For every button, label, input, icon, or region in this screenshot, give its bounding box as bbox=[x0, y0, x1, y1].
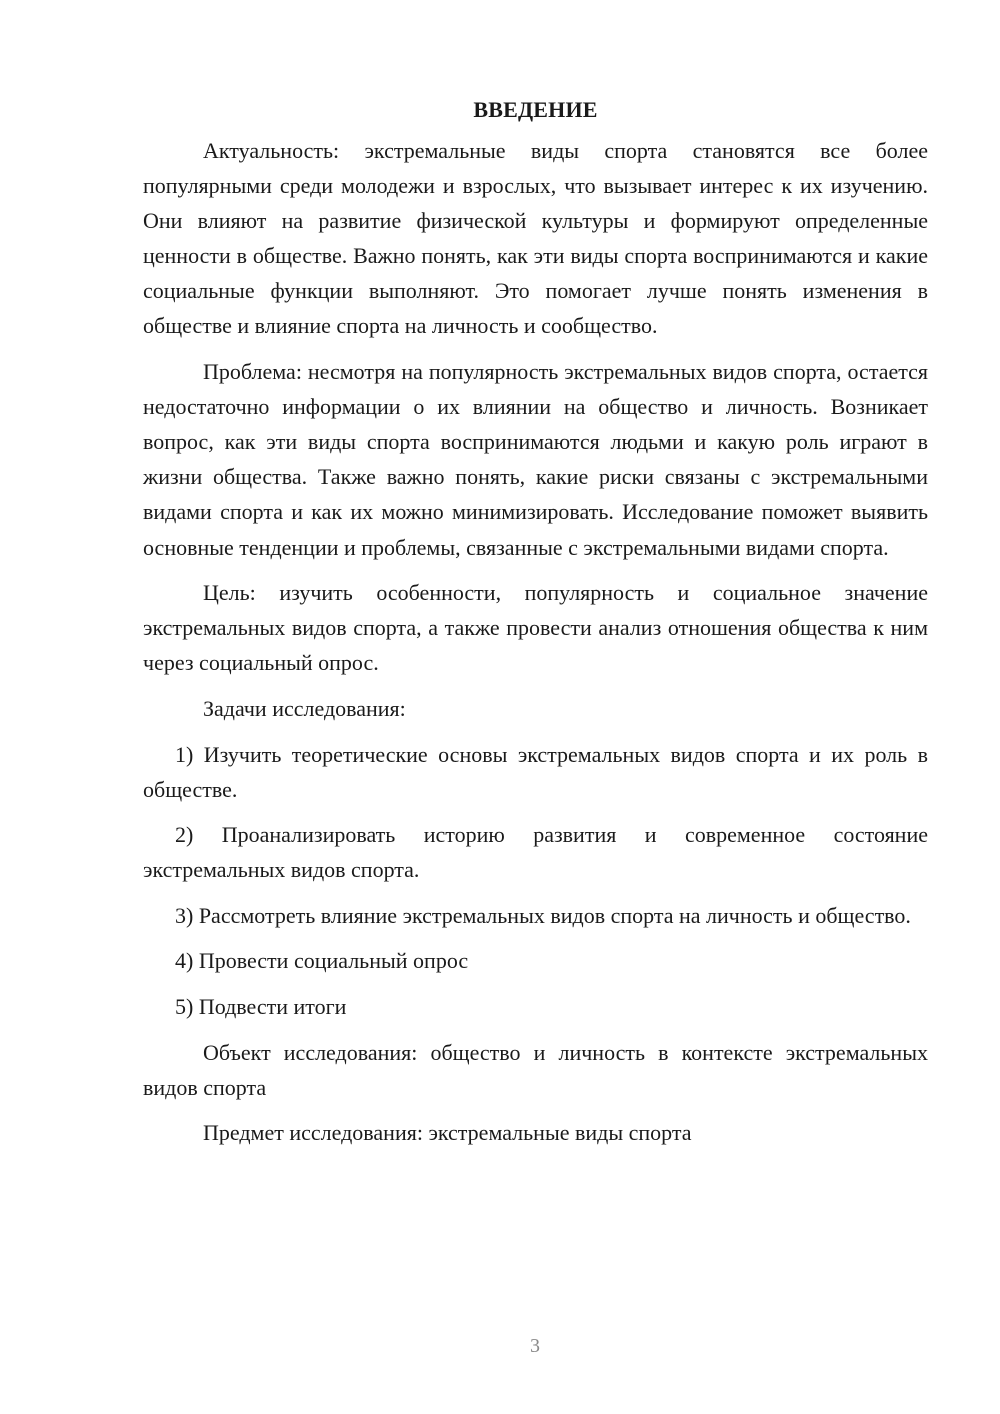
paragraph-object: Объект исследования: общество и личность в контексте экстремальных видов спорта bbox=[143, 1039, 928, 1100]
paragraph-goal: Цель: изучить особенности, популярность и социальное значение экстремальных видов спорта, а также провести анализ отношения общества к ним через социальный опрос. bbox=[143, 580, 928, 676]
task-item-4: 4) Провести социальный опрос bbox=[175, 948, 469, 974]
page-content bbox=[143, 95, 928, 1161]
page-number: 3 bbox=[530, 1335, 540, 1357]
task-item-5: 5) Подвести итоги bbox=[175, 994, 347, 1020]
section-heading: ВВЕДЕНИЕ bbox=[473, 97, 598, 122]
paragraph-problem: Проблема: несмотря на популярность экстремальных видов спорта, остается недостаточно информации о их влиянии на общество и личность. Возникает вопрос, как эти виды спорта воспринимаются людьми и какую роль играют в жизни общества. Также важно понять, какие риски связаны с экстремальными видами спорта и как их можно минимизировать. Исследование поможет выявить основные тенденции и проблемы, связанные с экстремальными видами спорта. bbox=[143, 359, 928, 560]
paragraph-subject: Предмет исследования: экстремальные виды спорта bbox=[203, 1120, 692, 1146]
task-item-2: 2) Проанализировать историю развития и современное состояние экстремальных видов спорта. bbox=[143, 822, 928, 883]
task-item-1: 1) Изучить теоретические основы экстремальных видов спорта и их роль в обществе. bbox=[143, 741, 928, 802]
task-item-3: 3) Рассмотреть влияние экстремальных видов спорта на личность и общество. bbox=[175, 902, 911, 928]
tasks-heading: Задачи исследования: bbox=[203, 695, 406, 721]
paragraph-relevance: Актуальность: экстремальные виды спорта становятся все более популярными среди молодежи и взрослых, что вызывает интерес к их изучению. Они влияют на развитие физической культуры и формируют определенные ценности в обществе. Важно понять, как эти виды спорта воспринимаются и какие социальные функции выполняют. Это помогает лучше понять изменения в обществе и влияние спорта на личность и сообщество. bbox=[143, 138, 928, 339]
